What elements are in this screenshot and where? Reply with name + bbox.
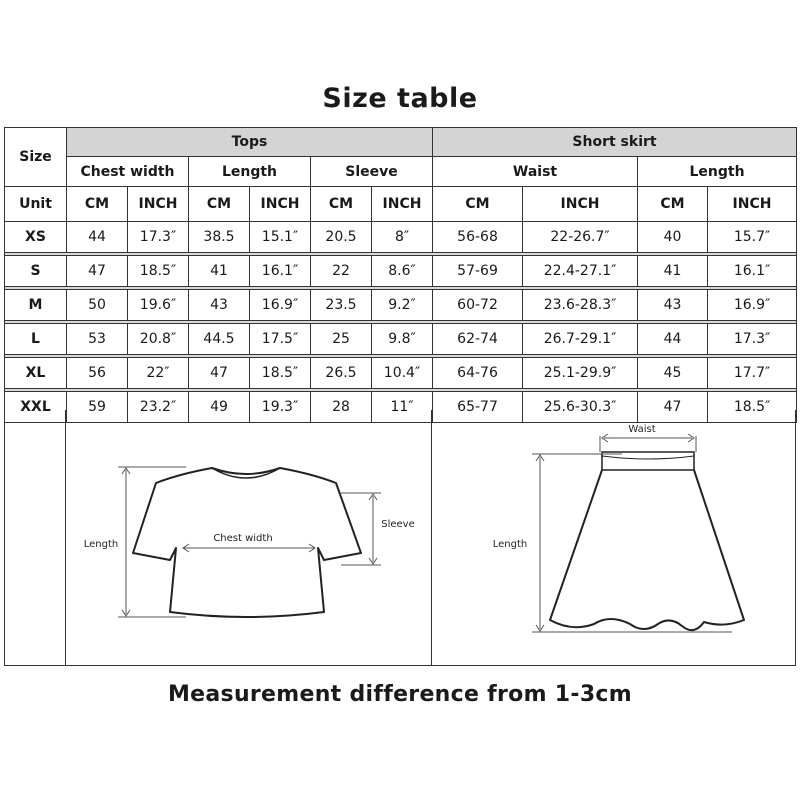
table-row <box>5 324 797 355</box>
length-label: Length <box>83 539 119 550</box>
size-cell: XXL <box>5 392 67 423</box>
sleeve-arrow <box>341 493 381 565</box>
unit-cell: CM <box>189 187 250 222</box>
skirt-diagram <box>431 410 796 666</box>
waist-arrow <box>600 434 696 452</box>
size-cell: XS <box>5 222 67 253</box>
subheader-chest-width: Chest width <box>67 157 189 187</box>
value-cell: 26.5 <box>311 358 372 389</box>
value-cell: 44.5 <box>189 324 250 355</box>
value-cell: 19.3″ <box>250 392 311 423</box>
skirt-waistband <box>602 452 694 470</box>
value-cell: 45 <box>638 358 708 389</box>
size-cell: L <box>5 324 67 355</box>
value-cell: 19.6″ <box>128 290 189 321</box>
value-cell: 65-77 <box>433 392 523 423</box>
value-cell: 62-74 <box>433 324 523 355</box>
value-cell: 44 <box>67 222 128 253</box>
value-cell: 17.7″ <box>708 358 797 389</box>
value-cell: 20.8″ <box>128 324 189 355</box>
waist-label: Waist <box>628 424 656 435</box>
value-cell: 38.5 <box>189 222 250 253</box>
value-cell: 47 <box>67 256 128 287</box>
value-cell: 17.5″ <box>250 324 311 355</box>
value-cell: 16.9″ <box>250 290 311 321</box>
value-cell: 50 <box>67 290 128 321</box>
crop-top-diagram <box>65 410 432 666</box>
value-cell: 25.1-29.9″ <box>523 358 638 389</box>
value-cell: 60-72 <box>433 290 523 321</box>
size-header: Size <box>5 128 67 187</box>
skirt-length-arrow <box>532 454 732 632</box>
value-cell: 53 <box>67 324 128 355</box>
subheader-waist: Waist <box>433 157 638 187</box>
size-cell: S <box>5 256 67 287</box>
sleeve-label: Sleeve <box>381 519 415 530</box>
value-cell: 10.4″ <box>372 358 433 389</box>
subheader-skirt-length: Length <box>638 157 797 187</box>
value-cell: 18.5″ <box>250 358 311 389</box>
value-cell: 26.7-29.1″ <box>523 324 638 355</box>
size-cell: XL <box>5 358 67 389</box>
subheader-tops-length: Length <box>189 157 311 187</box>
skirt-outline <box>550 470 744 630</box>
value-cell: 25.6-30.3″ <box>523 392 638 423</box>
value-cell: 57-69 <box>433 256 523 287</box>
value-cell: 49 <box>189 392 250 423</box>
value-cell: 41 <box>189 256 250 287</box>
value-cell: 44 <box>638 324 708 355</box>
length-arrow <box>118 467 186 617</box>
value-cell: 22-26.7″ <box>523 222 638 253</box>
unit-cell: INCH <box>708 187 797 222</box>
page-title: Size table <box>322 83 478 114</box>
value-cell: 22 <box>311 256 372 287</box>
value-cell: 40 <box>638 222 708 253</box>
unit-cell: CM <box>433 187 523 222</box>
value-cell: 28 <box>311 392 372 423</box>
value-cell: 43 <box>638 290 708 321</box>
value-cell: 9.2″ <box>372 290 433 321</box>
illustration-label-column <box>4 410 66 666</box>
value-cell: 43 <box>189 290 250 321</box>
value-cell: 9.8″ <box>372 324 433 355</box>
value-cell: 41 <box>638 256 708 287</box>
value-cell: 8.6″ <box>372 256 433 287</box>
table-row <box>5 256 797 287</box>
group-short-skirt: Short skirt <box>433 128 797 157</box>
value-cell: 20.5 <box>311 222 372 253</box>
unit-cell: INCH <box>523 187 638 222</box>
size-table <box>4 127 797 423</box>
table-row <box>5 222 797 253</box>
unit-cell: CM <box>311 187 372 222</box>
unit-cell: INCH <box>372 187 433 222</box>
unit-cell: CM <box>67 187 128 222</box>
value-cell: 15.1″ <box>250 222 311 253</box>
value-cell: 23.2″ <box>128 392 189 423</box>
unit-cell: INCH <box>128 187 189 222</box>
value-cell: 23.6-28.3″ <box>523 290 638 321</box>
value-cell: 64-76 <box>433 358 523 389</box>
size-cell: M <box>5 290 67 321</box>
value-cell: 25 <box>311 324 372 355</box>
value-cell: 22″ <box>128 358 189 389</box>
value-cell: 23.5 <box>311 290 372 321</box>
unit-header: Unit <box>5 187 67 222</box>
value-cell: 16.1″ <box>250 256 311 287</box>
value-cell: 47 <box>638 392 708 423</box>
chest-width-arrow <box>183 544 315 552</box>
value-cell: 8″ <box>372 222 433 253</box>
value-cell: 56 <box>67 358 128 389</box>
value-cell: 18.5″ <box>128 256 189 287</box>
value-cell: 11″ <box>372 392 433 423</box>
chest-width-label: Chest width <box>213 533 273 544</box>
value-cell: 17.3″ <box>708 324 797 355</box>
value-cell: 16.1″ <box>708 256 797 287</box>
skirt-length-label: Length <box>492 539 528 550</box>
value-cell: 22.4-27.1″ <box>523 256 638 287</box>
unit-cell: INCH <box>250 187 311 222</box>
value-cell: 17.3″ <box>128 222 189 253</box>
value-cell: 47 <box>189 358 250 389</box>
unit-cell: CM <box>638 187 708 222</box>
value-cell: 15.7″ <box>708 222 797 253</box>
table-row <box>5 290 797 321</box>
table-row <box>5 358 797 389</box>
value-cell: 56-68 <box>433 222 523 253</box>
value-cell: 16.9″ <box>708 290 797 321</box>
subheader-sleeve: Sleeve <box>311 157 433 187</box>
value-cell: 59 <box>67 392 128 423</box>
value-cell: 18.5″ <box>708 392 797 423</box>
measurement-note: Measurement difference from 1-3cm <box>167 682 632 707</box>
group-tops: Tops <box>67 128 433 157</box>
